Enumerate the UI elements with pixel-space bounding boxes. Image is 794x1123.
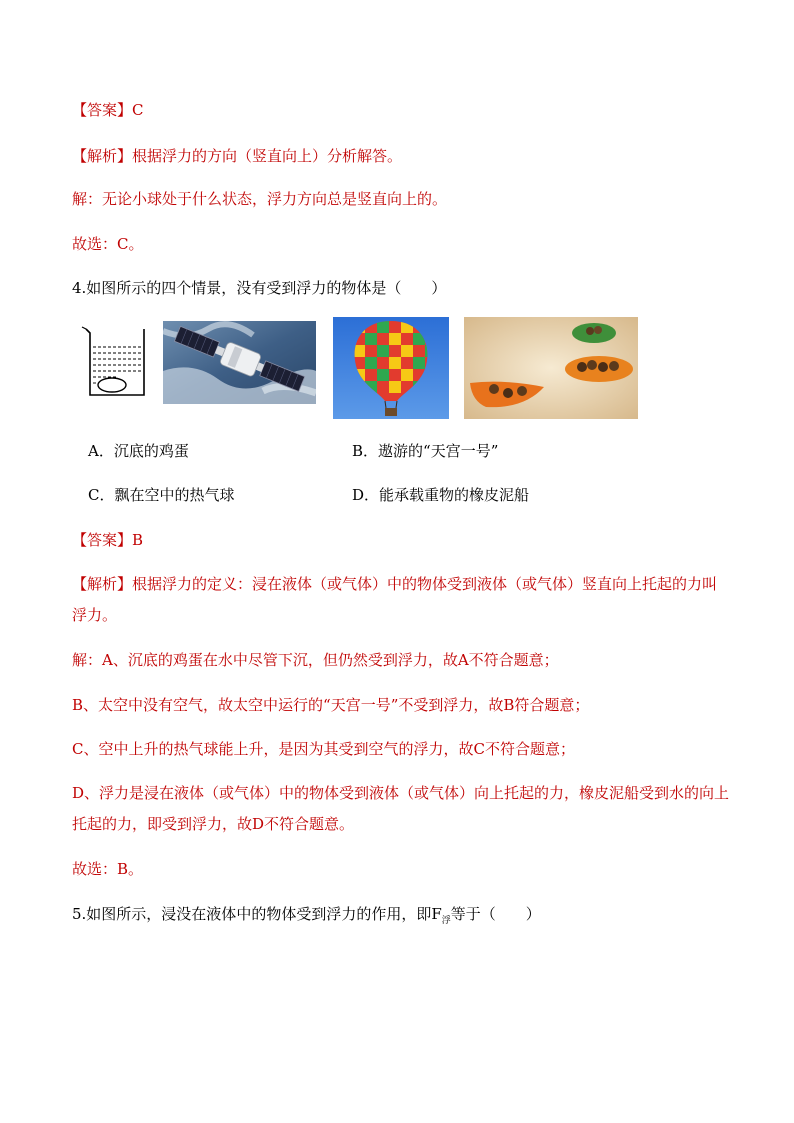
- analysis-line-q4: [72, 569, 732, 631]
- hot-air-balloon-figure: [333, 317, 449, 419]
- answer-value: C: [132, 101, 144, 119]
- choice-q4: 故选：B。: [72, 860, 144, 878]
- solution-q3: 解：无论小球处于什么状态，浮力方向总是竖直向上的。: [72, 190, 448, 208]
- solution-q4-c: C、空中上升的热气球能上升，是因为其受到空气的浮力，故C不符合题意；: [72, 740, 575, 758]
- beaker-egg-figure: [78, 325, 150, 401]
- question-5: [72, 903, 541, 932]
- analysis-text: 根据浮力的定义：浸在液体（或气体）中的物体受到液体（或气体）竖直向上托起的力叫浮力。: [72, 575, 718, 624]
- solution-q4-d: D、浮力是浸在液体（或气体）中的物体受到液体（或气体）向上托起的力，橡皮泥船受到水的向上托起的力，即受到浮力，故D不符合题意。: [72, 784, 730, 833]
- answer-line-q4: [72, 529, 143, 551]
- answer-line-q3: [72, 99, 144, 121]
- answer-tag: 【答案】: [72, 531, 133, 549]
- tiangong-station-figure: [163, 321, 316, 404]
- analysis-tag: 【解析】: [72, 147, 133, 165]
- analysis-text: 根据浮力的方向（竖直向上）分析解答。: [132, 147, 403, 165]
- answer-tag: 【答案】: [72, 101, 133, 119]
- analysis-line-q3: [72, 145, 402, 167]
- solution-q4-a: 解：A、沉底的鸡蛋在水中尽管下沉，但仍然受到浮力，故A不符合题意；: [72, 651, 559, 669]
- option-d: D．能承载重物的橡皮泥船: [352, 486, 530, 504]
- solution-q4-b: B、太空中没有空气，故太空中运行的“天宫一号”不受到浮力，故B符合题意；: [72, 696, 590, 714]
- plasticine-boats-figure: [464, 317, 638, 419]
- choice-q3: 故选：C。: [72, 235, 144, 253]
- option-a: A．沉底的鸡蛋: [88, 442, 189, 460]
- question-5-subscript: 浮: [441, 916, 451, 926]
- question-4: 4.如图所示的四个情景，没有受到浮力的物体是（ ）: [72, 279, 447, 297]
- option-c: C．飘在空中的热气球: [88, 486, 235, 504]
- analysis-tag: 【解析】: [72, 575, 133, 593]
- answer-value: B: [132, 531, 144, 549]
- question-5-pre: 5.如图所示，浸没在液体中的物体受到浮力的作用，即F: [72, 905, 442, 923]
- option-b: B．遨游的“天宫一号”: [352, 442, 499, 460]
- question-5-post: 等于（ ）: [450, 905, 541, 923]
